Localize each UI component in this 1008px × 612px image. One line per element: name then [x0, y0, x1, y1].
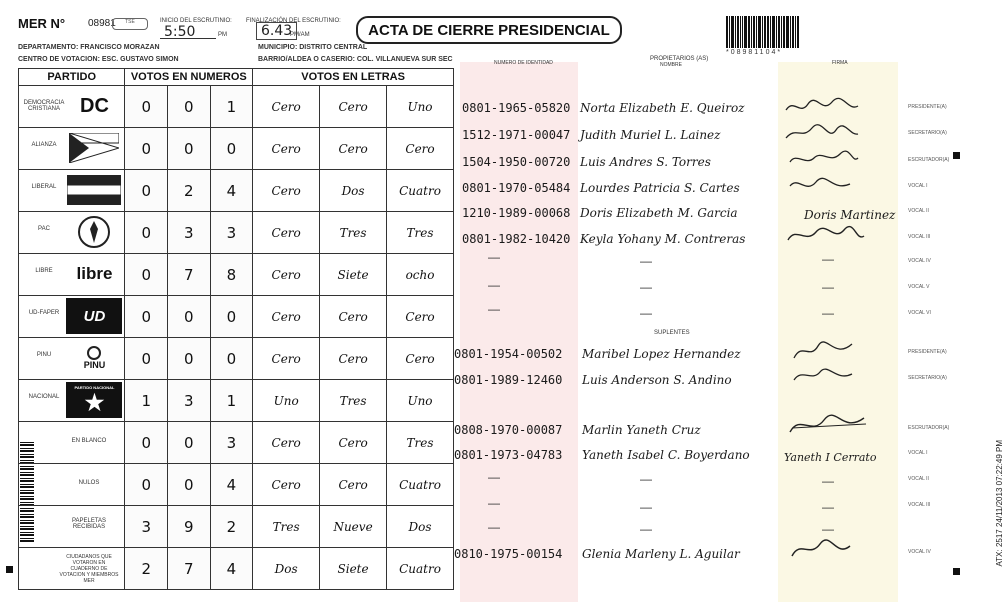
- empty-name-dash: —: [640, 280, 652, 294]
- vote-digit: 4: [210, 464, 253, 506]
- vote-word: Nueve: [320, 506, 387, 548]
- vote-word: Cero: [253, 86, 320, 128]
- empty-name-dash: —: [640, 472, 652, 486]
- vote-word: Cuatro: [387, 548, 454, 590]
- signature-image: [782, 96, 862, 118]
- vote-digit: 4: [210, 548, 253, 590]
- party-row: [19, 254, 454, 296]
- empty-name-dash: —: [640, 500, 652, 514]
- fax-timestamp: ATX: 2517 24/11/2013 07:22:49 PM: [995, 440, 1004, 567]
- vote-word: Cero: [320, 338, 387, 380]
- party-name: PAC: [38, 226, 50, 232]
- vote-word: Cero: [253, 212, 320, 254]
- member-name: Lourdes Patricia S. Cartes: [580, 181, 740, 195]
- mer-label: MER N°: [18, 16, 66, 31]
- municipality: MUNICIPIO: DISTRITO CENTRAL: [258, 44, 368, 51]
- vote-word: Cero: [320, 128, 387, 170]
- header-suplentes: SUPLENTES: [654, 330, 690, 336]
- vote-digit: 0: [168, 86, 211, 128]
- summary-row: [19, 506, 454, 548]
- signature-image: [788, 362, 858, 388]
- vote-word: Cuatro: [387, 170, 454, 212]
- vote-digit: 2: [125, 548, 168, 590]
- summary-label: NULOS: [78, 480, 100, 486]
- member-name: Maribel Lopez Hernandez: [582, 347, 741, 361]
- summary-row: [19, 464, 454, 506]
- member-id: 0801-1973-04783: [454, 448, 563, 462]
- party-row: [19, 296, 454, 338]
- role-label: VOCAL IV: [908, 549, 931, 555]
- empty-sign-dash: —: [822, 474, 834, 488]
- vote-word: Cero: [387, 296, 454, 338]
- vote-digit: 3: [168, 212, 211, 254]
- vote-digit: 2: [168, 170, 211, 212]
- header-firma: FIRMA: [832, 60, 848, 66]
- header-identidad: NUMERO DE IDENTIDAD: [494, 60, 553, 66]
- vote-digit: 1: [210, 86, 253, 128]
- empty-sign-dash: —: [822, 522, 834, 536]
- barcode-image: [726, 16, 810, 48]
- start-underline: [160, 38, 216, 39]
- party-name: UD-FAPER: [28, 310, 60, 316]
- signature-text: Doris Martinez: [804, 208, 896, 222]
- empty-id-dash: —: [488, 250, 500, 264]
- role-label: VOCAL III: [908, 502, 931, 508]
- liberal-flag-icon: [66, 172, 122, 208]
- header-numeros: VOTOS EN NUMEROS: [125, 69, 253, 86]
- summary-label: EN BLANCO: [71, 438, 107, 444]
- start-suffix: PM: [218, 32, 227, 38]
- role-label: VOCAL VI: [908, 310, 931, 316]
- nacional-star-icon: PARTIDO NACIONAL ★: [66, 382, 122, 418]
- vote-word: Tres: [387, 422, 454, 464]
- signature-image: [786, 534, 856, 564]
- department: DEPARTAMENTO: FRANCISCO MORAZAN: [18, 44, 160, 51]
- role-label: VOCAL I: [908, 183, 928, 189]
- member-name: Glenia Marleny L. Aguilar: [582, 547, 740, 561]
- empty-sign-dash: —: [822, 306, 834, 320]
- vote-word: Dos: [387, 506, 454, 548]
- vote-digit: 0: [125, 212, 168, 254]
- vote-word: Tres: [320, 212, 387, 254]
- member-id: 0808-1970-00087: [454, 423, 563, 437]
- end-value: 6.43: [256, 22, 297, 40]
- member-id: 1512-1971-00047: [462, 128, 571, 142]
- empty-id-dash: —: [488, 496, 500, 510]
- summary-label: PAPELETAS RECIBIDAS: [71, 518, 107, 530]
- vote-digit: 0: [125, 254, 168, 296]
- header-propietarios: PROPIETARIOS (AS): [650, 56, 709, 62]
- vote-digit: 0: [125, 170, 168, 212]
- barcode-text: *08981104*: [726, 49, 783, 56]
- member-id: 1210-1989-00068: [462, 206, 571, 220]
- document-title: ACTA DE CIERRE PRESIDENCIAL: [356, 16, 622, 44]
- center: CENTRO DE VOTACION: ESC. GUSTAVO SIMON: [18, 56, 179, 63]
- party-name: LIBERAL: [31, 184, 57, 190]
- logo-tse: TSE: [112, 18, 148, 30]
- vote-word: Tres: [320, 380, 387, 422]
- header-nombre: NOMBRE: [660, 62, 682, 68]
- vote-word: Cero: [253, 422, 320, 464]
- alianza-flag-icon: [66, 130, 122, 166]
- member-name: Doris Elizabeth M. Garcia: [580, 206, 738, 220]
- corner-mark: [953, 568, 960, 575]
- vote-digit: 7: [168, 548, 211, 590]
- role-label: PRESIDENTE(A): [908, 349, 947, 355]
- vote-digit: 3: [168, 380, 211, 422]
- party-row: [19, 380, 454, 422]
- vote-word: ocho: [387, 254, 454, 296]
- empty-id-dash: —: [488, 470, 500, 484]
- party-name: LIBRE: [35, 268, 53, 274]
- member-id: 1504-1950-00720: [462, 155, 571, 169]
- member-id: 0801-1982-10420: [462, 232, 571, 246]
- ud-logo: UD: [66, 298, 122, 334]
- vote-word: Siete: [320, 548, 387, 590]
- role-label: PRESIDENTE(A): [908, 104, 947, 110]
- vote-word: Cero: [320, 296, 387, 338]
- vote-word: Cero: [253, 170, 320, 212]
- role-label: SECRETARIO(A): [908, 375, 947, 381]
- member-id: 0801-1970-05484: [462, 181, 571, 195]
- summary-row: [19, 422, 454, 464]
- party-name: NACIONAL: [28, 394, 60, 400]
- role-label: ESCRUTADOR(A): [908, 157, 950, 163]
- pinu-logo: [66, 340, 122, 376]
- role-label: ESCRUTADOR(A): [908, 425, 950, 431]
- empty-name-dash: —: [640, 254, 652, 268]
- start-label: INICIO DEL ESCRUTINIO:: [160, 18, 232, 24]
- vote-digit: 3: [125, 506, 168, 548]
- member-name: Luis Anderson S. Andino: [582, 373, 732, 387]
- role-label: VOCAL II: [908, 208, 929, 214]
- header-partido: PARTIDO: [19, 69, 125, 86]
- member-id: 0810-1975-00154: [454, 547, 563, 561]
- signature-image: [786, 174, 856, 196]
- member-name: Yaneth Isabel C. Boyerdano: [582, 448, 750, 462]
- empty-name-dash: —: [640, 522, 652, 536]
- role-label: VOCAL II: [908, 476, 929, 482]
- signature-image: [786, 410, 870, 440]
- dc-logo: DC: [80, 94, 109, 117]
- empty-id-dash: —: [488, 278, 500, 292]
- signature-image: [782, 122, 862, 144]
- role-label: VOCAL I: [908, 450, 928, 456]
- role-label: SECRETARIO(A): [908, 130, 947, 136]
- start-value: 5:50: [164, 24, 196, 40]
- vote-digit: 0: [168, 128, 211, 170]
- vote-digit: 0: [168, 338, 211, 380]
- header-letras: VOTOS EN LETRAS: [253, 69, 454, 86]
- vote-word: Cero: [320, 86, 387, 128]
- signature-image: [784, 222, 866, 248]
- vote-word: Cuatro: [387, 464, 454, 506]
- vote-digit: 0: [125, 86, 168, 128]
- corner-mark: [953, 152, 960, 159]
- member-name: Norta Elizabeth E. Queiroz: [580, 101, 745, 115]
- vote-word: Cero: [253, 128, 320, 170]
- role-label: VOCAL IV: [908, 258, 931, 264]
- pinu-logo-text: PINU: [83, 360, 106, 370]
- id-column-shade: [460, 62, 578, 602]
- empty-sign-dash: —: [822, 500, 834, 514]
- vote-digit: 9: [168, 506, 211, 548]
- vote-word: Tres: [253, 506, 320, 548]
- end-suffix: PM/AM: [290, 32, 310, 38]
- end-label: FINALIZACIÓN DEL ESCRUTINIO:: [246, 18, 341, 24]
- pac-emblem-icon: [66, 214, 122, 250]
- member-id: 0801-1989-12460: [454, 373, 563, 387]
- vote-digit: 2: [210, 506, 253, 548]
- empty-sign-dash: —: [822, 252, 834, 266]
- vote-word: Cero: [387, 128, 454, 170]
- vote-word: Uno: [253, 380, 320, 422]
- party-row: [19, 128, 454, 170]
- vote-word: Dos: [253, 548, 320, 590]
- party-row: [19, 212, 454, 254]
- votes-table: [18, 68, 454, 590]
- vote-word: Cero: [253, 254, 320, 296]
- barrio: BARRIO/ALDEA O CASERIO: COL. VILLANUEVA SUR SEC: [258, 56, 453, 63]
- vote-digit: 4: [210, 170, 253, 212]
- vote-word: Cero: [320, 422, 387, 464]
- summary-label: CIUDADANOS QUE VOTARON EN CUADERNO DE VOTACION Y MIEMBROS MER: [59, 554, 119, 584]
- party-name: PINU: [36, 352, 52, 358]
- vote-digit: 0: [125, 464, 168, 506]
- empty-sign-dash: —: [822, 280, 834, 294]
- vote-digit: 0: [125, 128, 168, 170]
- vote-digit: 0: [125, 296, 168, 338]
- empty-id-dash: —: [488, 520, 500, 534]
- member-id: 0801-1954-00502: [454, 347, 563, 361]
- vote-digit: 0: [210, 296, 253, 338]
- vote-digit: 0: [168, 422, 211, 464]
- empty-name-dash: —: [640, 306, 652, 320]
- vote-word: Tres: [387, 212, 454, 254]
- vote-digit: 7: [168, 254, 211, 296]
- empty-id-dash: —: [488, 302, 500, 316]
- party-row: [19, 170, 454, 212]
- vote-digit: 0: [210, 338, 253, 380]
- vote-digit: 1: [125, 380, 168, 422]
- party-row: [19, 338, 454, 380]
- mer-number: 08981: [88, 18, 116, 29]
- vote-word: Cero: [253, 464, 320, 506]
- vote-word: Siete: [320, 254, 387, 296]
- vote-word: Cero: [253, 296, 320, 338]
- vote-digit: 8: [210, 254, 253, 296]
- signature-image: [788, 338, 858, 364]
- libre-logo: libre: [76, 264, 113, 283]
- signature-image: [786, 148, 862, 170]
- vote-digit: 0: [125, 338, 168, 380]
- vote-word: Cero: [253, 338, 320, 380]
- vote-digit: 1: [210, 380, 253, 422]
- party-name: DEMOCRACIA CRISTIANA: [23, 100, 65, 112]
- vote-word: Cero: [320, 464, 387, 506]
- vote-digit: 3: [210, 422, 253, 464]
- summary-row: [19, 548, 454, 590]
- party-name: ALIANZA: [31, 142, 57, 148]
- vote-digit: 0: [168, 464, 211, 506]
- vote-digit: 0: [210, 128, 253, 170]
- vote-word: Dos: [320, 170, 387, 212]
- vote-digit: 0: [125, 422, 168, 464]
- member-name: Keyla Yohany M. Contreras: [580, 232, 746, 246]
- corner-mark: [6, 566, 13, 573]
- role-label: VOCAL V: [908, 284, 930, 290]
- member-id: 0801-1965-05820: [462, 101, 571, 115]
- signature-text: Yaneth I Cerrato: [784, 451, 877, 464]
- role-label: VOCAL III: [908, 234, 931, 240]
- vote-digit: 0: [168, 296, 211, 338]
- vote-word: Uno: [387, 380, 454, 422]
- vote-word: Uno: [387, 86, 454, 128]
- member-name: Judith Muriel L. Lainez: [580, 128, 721, 142]
- member-name: Marlin Yaneth Cruz: [582, 423, 701, 437]
- member-name: Luis Andres S. Torres: [580, 155, 711, 169]
- nacional-logo-text: PARTIDO NACIONAL: [74, 384, 115, 390]
- party-row: [19, 86, 454, 128]
- vote-word: Cero: [387, 338, 454, 380]
- vote-digit: 3: [210, 212, 253, 254]
